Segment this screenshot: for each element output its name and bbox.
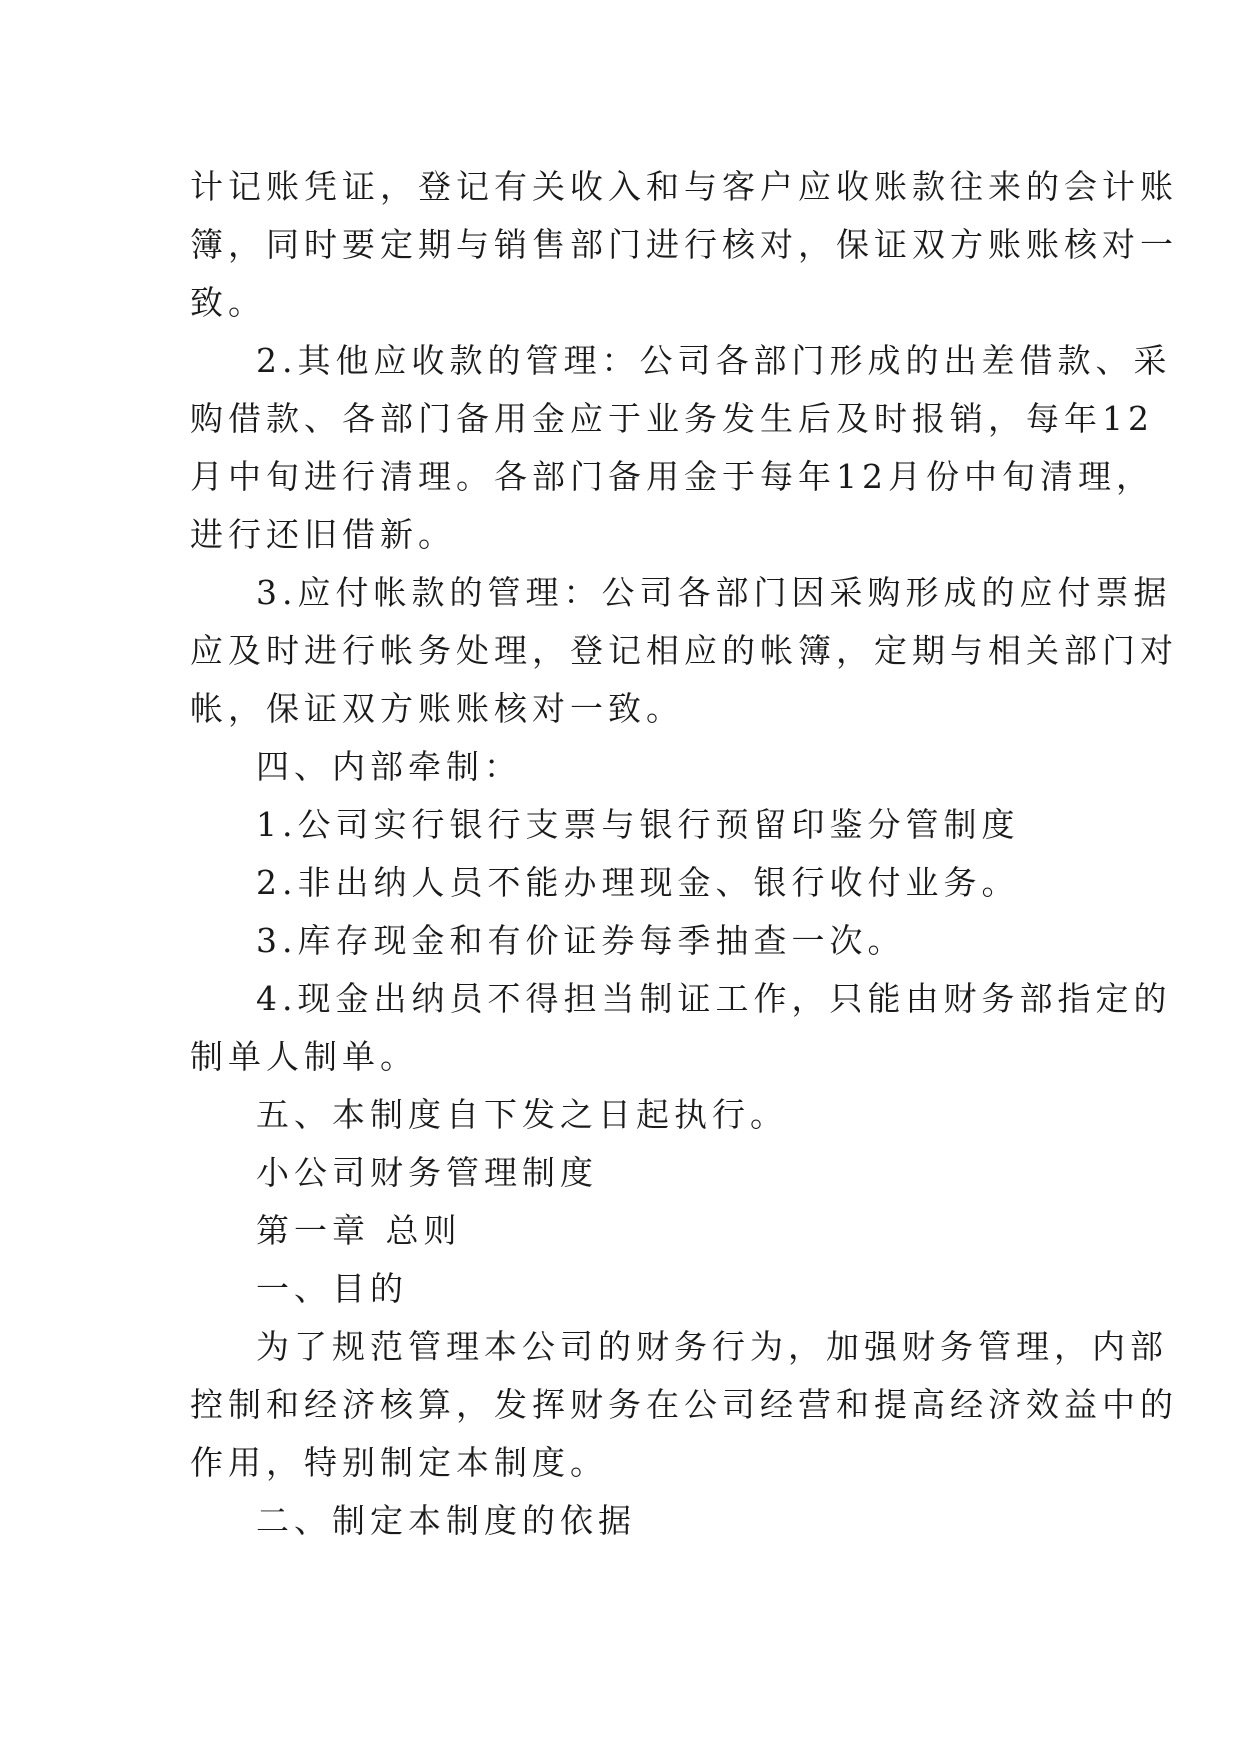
text-line: 3.库存现金和有价证券每季抽查一次。 bbox=[256, 921, 906, 960]
text-line: 四、内部牵制： bbox=[256, 747, 522, 786]
text-line: 控制和经济核算，发挥财务在公司经营和提高经济效益中的 bbox=[190, 1385, 1178, 1424]
text-line: 月中旬进行清理。各部门备用金于每年12月份中旬清理， bbox=[190, 457, 1154, 496]
text-line: 计记账凭证，登记有关收入和与客户应收账款往来的会计账 bbox=[190, 167, 1178, 206]
text-line: 帐，保证双方账账核对一致。 bbox=[190, 689, 684, 728]
document-body bbox=[190, 158, 1178, 1550]
text-line: 进行还旧借新。 bbox=[190, 515, 456, 554]
text-line: 小公司财务管理制度 bbox=[256, 1153, 598, 1192]
text-line: 一、目的 bbox=[256, 1269, 408, 1308]
text-line: 2.其他应收款的管理：公司各部门形成的出差借款、采 bbox=[256, 341, 1172, 380]
text-line: 1.公司实行银行支票与银行预留印鉴分管制度 bbox=[256, 805, 1020, 844]
text-line: 五、本制度自下发之日起执行。 bbox=[256, 1095, 788, 1134]
text-line: 3.应付帐款的管理：公司各部门因采购形成的应付票据 bbox=[256, 573, 1172, 612]
text-line: 二、制定本制度的依据 bbox=[256, 1501, 636, 1540]
text-line: 制单人制单。 bbox=[190, 1037, 418, 1076]
text-line: 应及时进行帐务处理，登记相应的帐簿，定期与相关部门对 bbox=[190, 631, 1178, 670]
text-line: 2.非出纳人员不能办理现金、银行收付业务。 bbox=[256, 863, 1020, 902]
text-line: 4.现金出纳员不得担当制证工作，只能由财务部指定的 bbox=[256, 979, 1172, 1018]
text-line: 第一章 总则 bbox=[256, 1211, 462, 1250]
text-line: 簿，同时要定期与销售部门进行核对，保证双方账账核对一 bbox=[190, 225, 1178, 264]
text-line: 购借款、各部门备用金应于业务发生后及时报销，每年12 bbox=[190, 399, 1154, 438]
text-line: 致。 bbox=[190, 283, 266, 322]
text-line: 作用，特别制定本制度。 bbox=[190, 1443, 608, 1482]
text-line: 为了规范管理本公司的财务行为，加强财务管理，内部 bbox=[256, 1327, 1168, 1366]
